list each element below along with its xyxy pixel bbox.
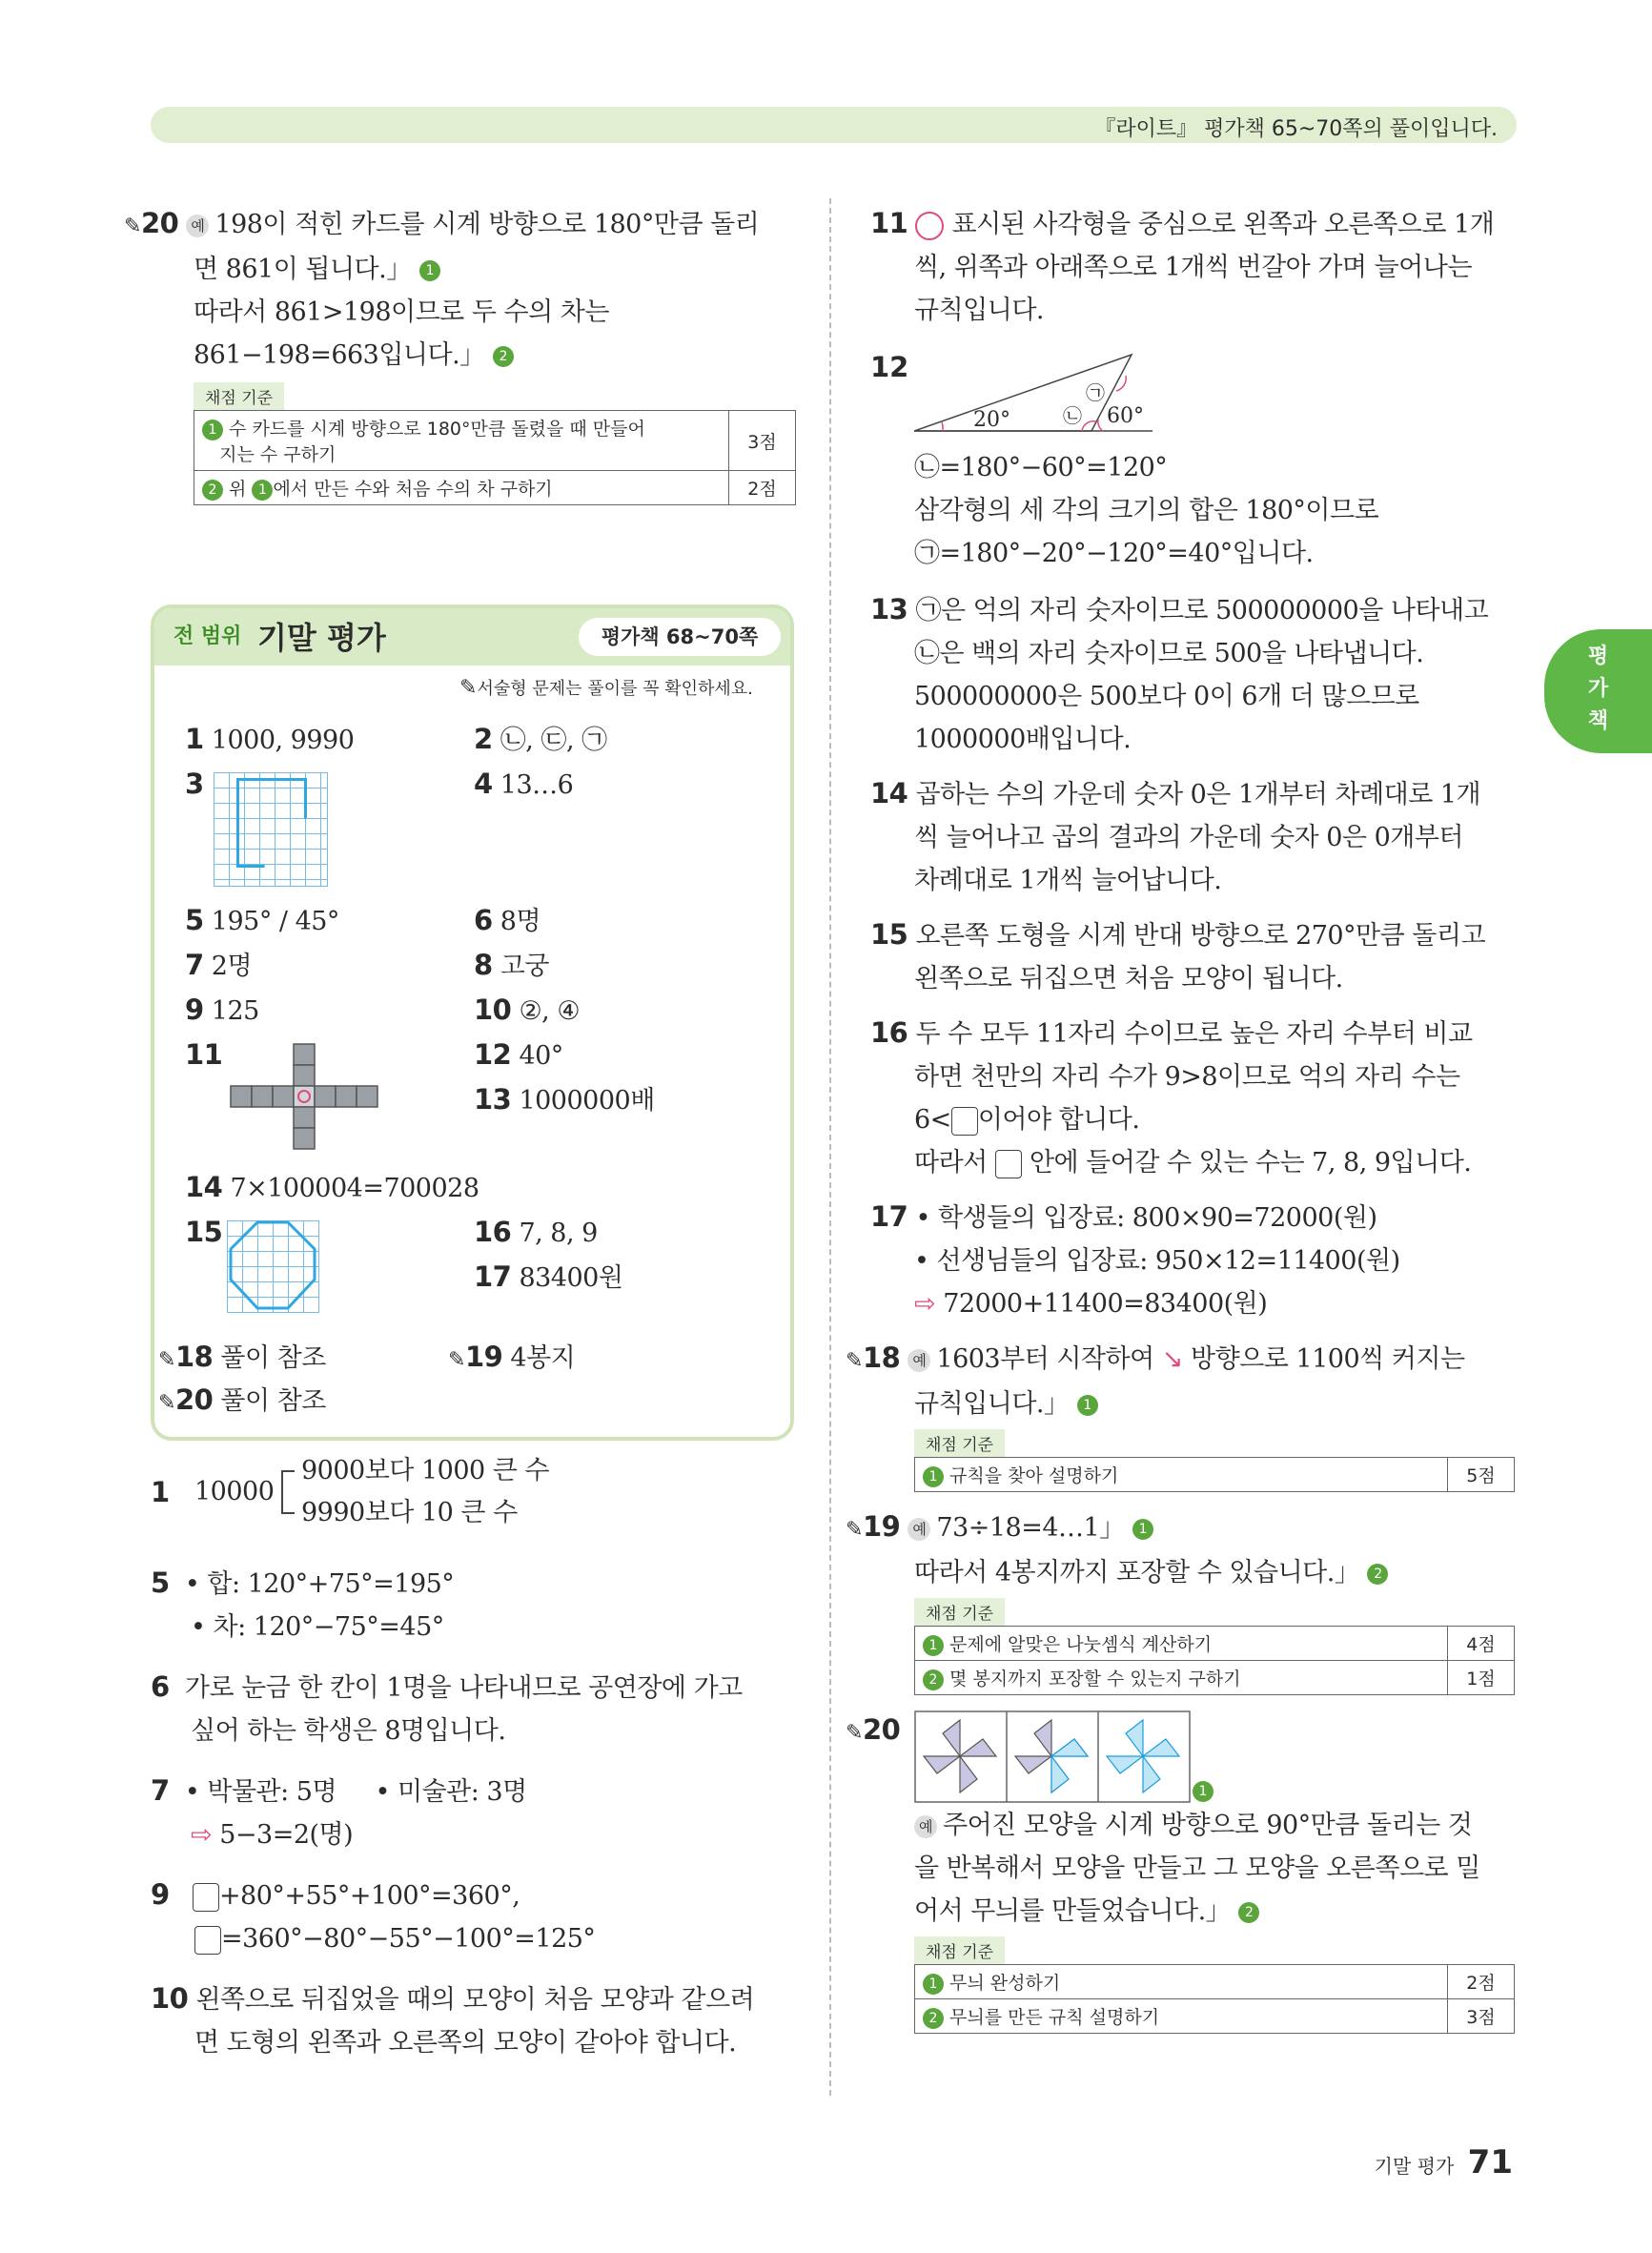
answer-box bbox=[151, 604, 794, 1441]
text-line: 씩, 위쪽과 아래쪽으로 1개씩 번갈아 가며 늘어나는 bbox=[914, 253, 1472, 282]
text-line: 따라서 861>198이므로 두 수의 차는 bbox=[194, 297, 609, 327]
answer-number: 12 bbox=[474, 1038, 512, 1071]
answer-value: 7×100004=700028 bbox=[230, 1174, 479, 1203]
text-line: ㉠=180°−20°−120°=40°입니다. bbox=[914, 539, 1314, 568]
question-number: 5 bbox=[151, 1567, 170, 1599]
text-line: 500000000은 500보다 0이 6개 더 많으므로 bbox=[914, 682, 1419, 711]
answer-number: 9 bbox=[185, 993, 204, 1026]
text-line: 오른쪽 도형을 시계 반대 방향으로 270°만큼 돌리고 bbox=[915, 921, 1486, 951]
answer-value: 7, 8, 9 bbox=[519, 1219, 598, 1248]
text-line: 6< bbox=[914, 1105, 951, 1135]
answer-number: 8 bbox=[474, 949, 493, 981]
pencil-icon: ✎ bbox=[846, 1518, 863, 1542]
criteria-table: 1 무늬 완성하기 2점 2 무늬를 만든 규칙 설명하기 3점 bbox=[914, 1964, 1515, 2034]
answer-number: 14 bbox=[185, 1171, 223, 1203]
text-line: 싶어 하는 학생은 8명입니다. bbox=[191, 1716, 506, 1746]
text-line: 9990보다 10 큰 수 bbox=[301, 1498, 518, 1527]
answer-value: ②, ④ bbox=[519, 996, 581, 1026]
criteria-points: 2점 bbox=[729, 471, 796, 505]
example-badge: 예 bbox=[908, 1518, 930, 1541]
mark-1-icon: 1 bbox=[419, 260, 440, 281]
pencil-icon: ✎ bbox=[158, 1391, 175, 1415]
criteria-text: 에서 만든 수와 처음 수의 차 구하기 bbox=[273, 479, 553, 500]
criteria-table: 1 규칙을 찾아 설명하기 5점 bbox=[914, 1457, 1515, 1492]
diagonal-arrow-icon: ↘ bbox=[1161, 1344, 1183, 1374]
answer-11-figure bbox=[227, 1042, 389, 1155]
answer-value: 125 bbox=[211, 996, 259, 1026]
text-line: 5−3=2(명) bbox=[219, 1820, 354, 1850]
triangle-figure bbox=[914, 353, 1162, 443]
angle-label: 20° bbox=[973, 408, 1010, 432]
example-badge: 예 bbox=[186, 215, 209, 237]
text-line: 1000000배입니다. bbox=[914, 725, 1132, 754]
mark-2-icon: 2 bbox=[493, 346, 514, 367]
box-pages: 평가책 68~70쪽 bbox=[579, 618, 781, 656]
solution-10 bbox=[151, 1977, 818, 2064]
solution-20 bbox=[846, 1709, 1519, 2034]
answer-number: 2 bbox=[474, 723, 493, 755]
column-divider bbox=[829, 198, 831, 2096]
text-line: 1603부터 시작하여 bbox=[936, 1344, 1154, 1374]
text-line: • 박물관: 5명 bbox=[184, 1777, 337, 1807]
header-text: 『라이트』 평가책 65~70쪽의 풀이입니다. bbox=[1094, 117, 1498, 141]
answer-number: 11 bbox=[185, 1038, 223, 1071]
answer-value: 1000000배 bbox=[519, 1086, 655, 1116]
answer-number: 16 bbox=[474, 1216, 512, 1248]
criteria-text: 몇 봉지까지 포장할 수 있는지 구하기 bbox=[949, 1669, 1241, 1690]
pencil-icon: ✎ bbox=[158, 1348, 175, 1372]
question-number: 20 bbox=[862, 1713, 901, 1746]
answer-15-grid bbox=[227, 1220, 319, 1313]
answer-number: 17 bbox=[474, 1260, 512, 1293]
arrow-icon: ⇨ bbox=[914, 1289, 936, 1319]
pattern-figure bbox=[914, 1710, 1191, 1804]
blank-box bbox=[193, 1883, 219, 1912]
text-line: 주어진 모양을 시계 방향으로 90°만큼 돌리는 것 bbox=[943, 1811, 1473, 1840]
answer-value: 13…6 bbox=[500, 770, 574, 800]
answer-number: 10 bbox=[474, 993, 512, 1026]
left-solutions bbox=[151, 1449, 818, 2064]
answer-number: 4 bbox=[474, 768, 493, 800]
left-q20 bbox=[124, 202, 810, 505]
text-line: 왼쪽으로 뒤집었을 때의 모양이 처음 모양과 같으려 bbox=[195, 1985, 755, 2015]
question-number: 10 bbox=[151, 1982, 189, 2015]
answer-number: 18 bbox=[174, 1341, 214, 1373]
text-line: ㉠은 억의 자리 숫자이므로 500000000을 나타내고 bbox=[915, 596, 1489, 625]
answer-value: 8명 bbox=[500, 907, 541, 936]
solution-7 bbox=[151, 1770, 818, 1856]
pencil-icon: ✎ bbox=[846, 1721, 863, 1745]
answer-value: ㉡, ㉢, ㉠ bbox=[500, 726, 607, 755]
bracket bbox=[281, 1470, 295, 1514]
text-line: 을 반복해서 모양을 만들고 그 모양을 오른쪽으로 밀 bbox=[914, 1854, 1480, 1883]
answer-value: 1000, 9990 bbox=[211, 726, 355, 755]
blank-box bbox=[995, 1150, 1022, 1178]
criteria-text: 무늬 완성하기 bbox=[949, 1973, 1061, 1994]
answer-15-shape bbox=[227, 1220, 319, 1313]
text-line: 규칙입니다.」 bbox=[914, 1389, 1070, 1419]
text-line: 하면 천만의 자리 수가 9>8이므로 억의 자리 수는 bbox=[914, 1062, 1460, 1092]
text-line: 73÷18=4…1」 bbox=[936, 1513, 1125, 1543]
text-line: 표시된 사각형을 중심으로 왼쪽과 오른쪽으로 1개 bbox=[951, 210, 1495, 239]
header-bar bbox=[151, 107, 1517, 143]
text-line: 방향으로 1100씩 커지는 bbox=[1191, 1344, 1465, 1374]
page-number: 71 bbox=[1467, 2143, 1513, 2181]
angle-label: ㉠ bbox=[1086, 381, 1105, 404]
text-line: ㉡=180°−60°=120° bbox=[914, 453, 1168, 482]
text-line: 왼쪽으로 뒤집으면 처음 모양이 됩니다. bbox=[914, 964, 1343, 993]
text-line: 곱하는 수의 가운데 숫자 0은 1개부터 차례대로 1개 bbox=[915, 780, 1481, 809]
text-line: 198이 적힌 카드를 시계 방향으로 180°만큼 돌리 bbox=[214, 210, 760, 239]
side-tab bbox=[1544, 629, 1652, 753]
question-number: 15 bbox=[870, 918, 908, 951]
solution-15 bbox=[870, 913, 1519, 1000]
text-line: • 합: 120°+75°=195° bbox=[184, 1569, 455, 1599]
answer-number: 19 bbox=[464, 1341, 503, 1373]
solution-12-text bbox=[870, 446, 1519, 575]
angle-label: ㉡ bbox=[1063, 404, 1082, 427]
mark-1-icon: 1 bbox=[1077, 1395, 1098, 1416]
pencil-icon: ✎ bbox=[846, 1349, 863, 1373]
box-title: 기말 평가 bbox=[257, 620, 386, 656]
box-note: 서술형 문제는 풀이를 꼭 확인하세요. bbox=[477, 679, 753, 699]
solution-11 bbox=[870, 202, 1519, 332]
criteria-points: 2점 bbox=[1448, 1965, 1515, 1999]
answer-number: 3 bbox=[185, 768, 204, 800]
text-line: 면 861이 됩니다.」 bbox=[194, 255, 412, 284]
answer-number: 7 bbox=[185, 949, 204, 981]
question-number: 16 bbox=[870, 1016, 908, 1049]
criteria-text: 무늬를 만든 규칙 설명하기 bbox=[949, 2007, 1160, 2028]
criteria-table: 1 문제에 알맞은 나눗셈식 계산하기 4점 2 몇 봉지까지 포장할 수 있는지 구하기 1점 bbox=[914, 1626, 1515, 1695]
text-line: 따라서 bbox=[914, 1148, 988, 1178]
answer-value: 풀이 참조 bbox=[220, 1343, 326, 1373]
blank-box bbox=[951, 1107, 978, 1136]
text-line: 861−198=663입니다.」 bbox=[194, 340, 485, 370]
text-line: 규칙입니다. bbox=[914, 296, 1044, 325]
criteria-label: 채점 기준 bbox=[194, 382, 284, 410]
answer-value: 풀이 참조 bbox=[220, 1386, 326, 1416]
solution-5 bbox=[151, 1562, 818, 1649]
solution-14 bbox=[870, 772, 1519, 902]
text-line: =360°−80°−55°−100°=125° bbox=[221, 1924, 596, 1954]
answer-number: 6 bbox=[474, 904, 493, 936]
text-line: • 미술관: 3명 bbox=[375, 1777, 527, 1807]
answer-number: 13 bbox=[474, 1083, 512, 1116]
solution-16 bbox=[870, 1012, 1519, 1184]
answer-value: 195° / 45° bbox=[211, 907, 339, 936]
text-line: 10000 bbox=[194, 1477, 275, 1506]
question-number: 11 bbox=[870, 207, 908, 239]
pencil-icon: ✎ bbox=[448, 1348, 465, 1372]
answer-number: 20 bbox=[174, 1383, 214, 1416]
criteria-points: 3점 bbox=[1448, 1999, 1515, 2034]
mark-1-icon: 1 bbox=[1132, 1519, 1153, 1540]
text-line: 두 수 모두 11자리 수이므로 높은 자리 수부터 비교 bbox=[915, 1019, 1473, 1049]
criteria-text: 수 카드를 시계 방향으로 180°만큼 돌렸을 때 만들어 bbox=[229, 419, 645, 440]
criteria-text: 위 bbox=[229, 479, 253, 500]
mark-2-icon: 2 bbox=[1238, 1902, 1259, 1923]
answer-value: 40° bbox=[519, 1041, 563, 1071]
text-line: 9000보다 1000 큰 수 bbox=[301, 1456, 550, 1485]
text-line: • 학생들의 입장료: 800×90=72000(원) bbox=[915, 1203, 1377, 1233]
text-line: ㉡은 백의 자리 숫자이므로 500을 나타냅니다. bbox=[914, 639, 1424, 668]
question-number: 17 bbox=[870, 1200, 908, 1233]
text-line: 씩 늘어나고 곱의 결과의 가운데 숫자 0은 0개부터 bbox=[914, 823, 1463, 852]
answer-value: 83400원 bbox=[519, 1263, 623, 1293]
criteria-label: 채점 기준 bbox=[914, 1429, 1005, 1457]
solution-9 bbox=[151, 1874, 818, 1960]
example-badge: 예 bbox=[914, 1815, 937, 1838]
criteria-points: 3점 bbox=[729, 411, 796, 471]
solution-19 bbox=[846, 1505, 1519, 1695]
criteria-points: 1점 bbox=[1448, 1661, 1515, 1695]
text-line: 72000+11400=83400(원) bbox=[943, 1289, 1268, 1319]
text-line: 차례대로 1개씩 늘어납니다. bbox=[914, 866, 1222, 895]
question-number: 19 bbox=[862, 1510, 901, 1543]
pencil-icon: ✎ bbox=[124, 215, 141, 238]
solution-6 bbox=[151, 1666, 818, 1752]
question-number: 14 bbox=[870, 777, 908, 809]
answer-number: 1 bbox=[185, 723, 204, 755]
question-number: 12 bbox=[870, 351, 909, 383]
solution-1 bbox=[151, 1449, 818, 1535]
criteria-label: 채점 기준 bbox=[914, 1936, 1005, 1964]
side-tab-label: 평가책 bbox=[1587, 645, 1609, 733]
solution-18 bbox=[846, 1337, 1519, 1492]
text-line: 따라서 4봉지까지 포장할 수 있습니다.」 bbox=[914, 1558, 1360, 1587]
arrow-icon: ⇨ bbox=[191, 1820, 213, 1850]
question-number: 18 bbox=[862, 1342, 901, 1374]
solution-13 bbox=[870, 588, 1519, 761]
solution-12-figure bbox=[870, 343, 1519, 446]
right-column bbox=[846, 202, 1519, 2034]
criteria-points: 5점 bbox=[1448, 1458, 1515, 1492]
circle-icon bbox=[915, 212, 944, 240]
pencil-icon: ✎ bbox=[459, 676, 478, 700]
answer-value: 2명 bbox=[211, 952, 253, 981]
solution-17 bbox=[870, 1196, 1519, 1325]
text-line: 안에 들어갈 수 있는 수는 7, 8, 9입니다. bbox=[1029, 1148, 1472, 1178]
criteria-table: 1 수 카드를 시계 방향으로 180°만큼 돌렸을 때 만들어 지는 수 구하기 3점 2 위 1 에서 만든 수와 처음 수의 차 구하기 2점 bbox=[194, 410, 796, 505]
text-line: 가로 눈금 한 칸이 1명을 나타내므로 공연장에 가고 bbox=[184, 1673, 743, 1703]
criteria-label: 채점 기준 bbox=[914, 1598, 1005, 1626]
question-number: 6 bbox=[151, 1670, 170, 1703]
text-line: 어서 무늬를 만들었습니다.」 bbox=[914, 1896, 1232, 1926]
box-prefix: 전 범위 bbox=[173, 625, 242, 648]
criteria-points: 4점 bbox=[1448, 1627, 1515, 1661]
question-number: 7 bbox=[151, 1774, 170, 1807]
text-line: +80°+55°+100°=360°, bbox=[218, 1881, 520, 1911]
text-line: 이어야 합니다. bbox=[977, 1105, 1140, 1135]
criteria-text: 규칙을 찾아 설명하기 bbox=[949, 1465, 1119, 1486]
answer-3-shape bbox=[236, 778, 307, 868]
text-line: • 차: 120°−75°=45° bbox=[191, 1612, 444, 1642]
criteria-text: 문제에 알맞은 나눗셈식 계산하기 bbox=[949, 1634, 1213, 1655]
example-badge: 예 bbox=[908, 1349, 930, 1372]
text-line: • 선생님들의 입장료: 950×12=11400(원) bbox=[914, 1246, 1400, 1276]
text-line: 면 도형의 왼쪽과 오른쪽의 모양이 같아야 합니다. bbox=[194, 2028, 737, 2058]
mark-2-icon: 2 bbox=[1367, 1564, 1388, 1585]
angle-label: 60° bbox=[1107, 404, 1144, 428]
answer-3-grid bbox=[214, 772, 328, 887]
answer-number: 15 bbox=[185, 1216, 223, 1248]
answer-value: 고궁 bbox=[500, 952, 549, 981]
blank-box bbox=[194, 1926, 221, 1955]
question-number: 20 bbox=[140, 207, 179, 239]
answer-value: 4봉지 bbox=[510, 1343, 576, 1373]
text-line: 삼각형의 세 각의 크기의 합은 180°이므로 bbox=[914, 496, 1379, 525]
footer-label: 기말 평가 bbox=[1374, 2155, 1455, 2178]
question-number: 13 bbox=[870, 593, 908, 625]
answer-number: 5 bbox=[185, 904, 204, 936]
question-number: 9 bbox=[151, 1878, 170, 1911]
footer bbox=[1375, 2143, 1513, 2181]
mark-1-icon: 1 bbox=[1193, 1781, 1214, 1802]
answer-box-header bbox=[154, 608, 790, 666]
question-number: 1 bbox=[151, 1476, 171, 1508]
criteria-text: 지는 수 구하기 bbox=[219, 444, 337, 465]
